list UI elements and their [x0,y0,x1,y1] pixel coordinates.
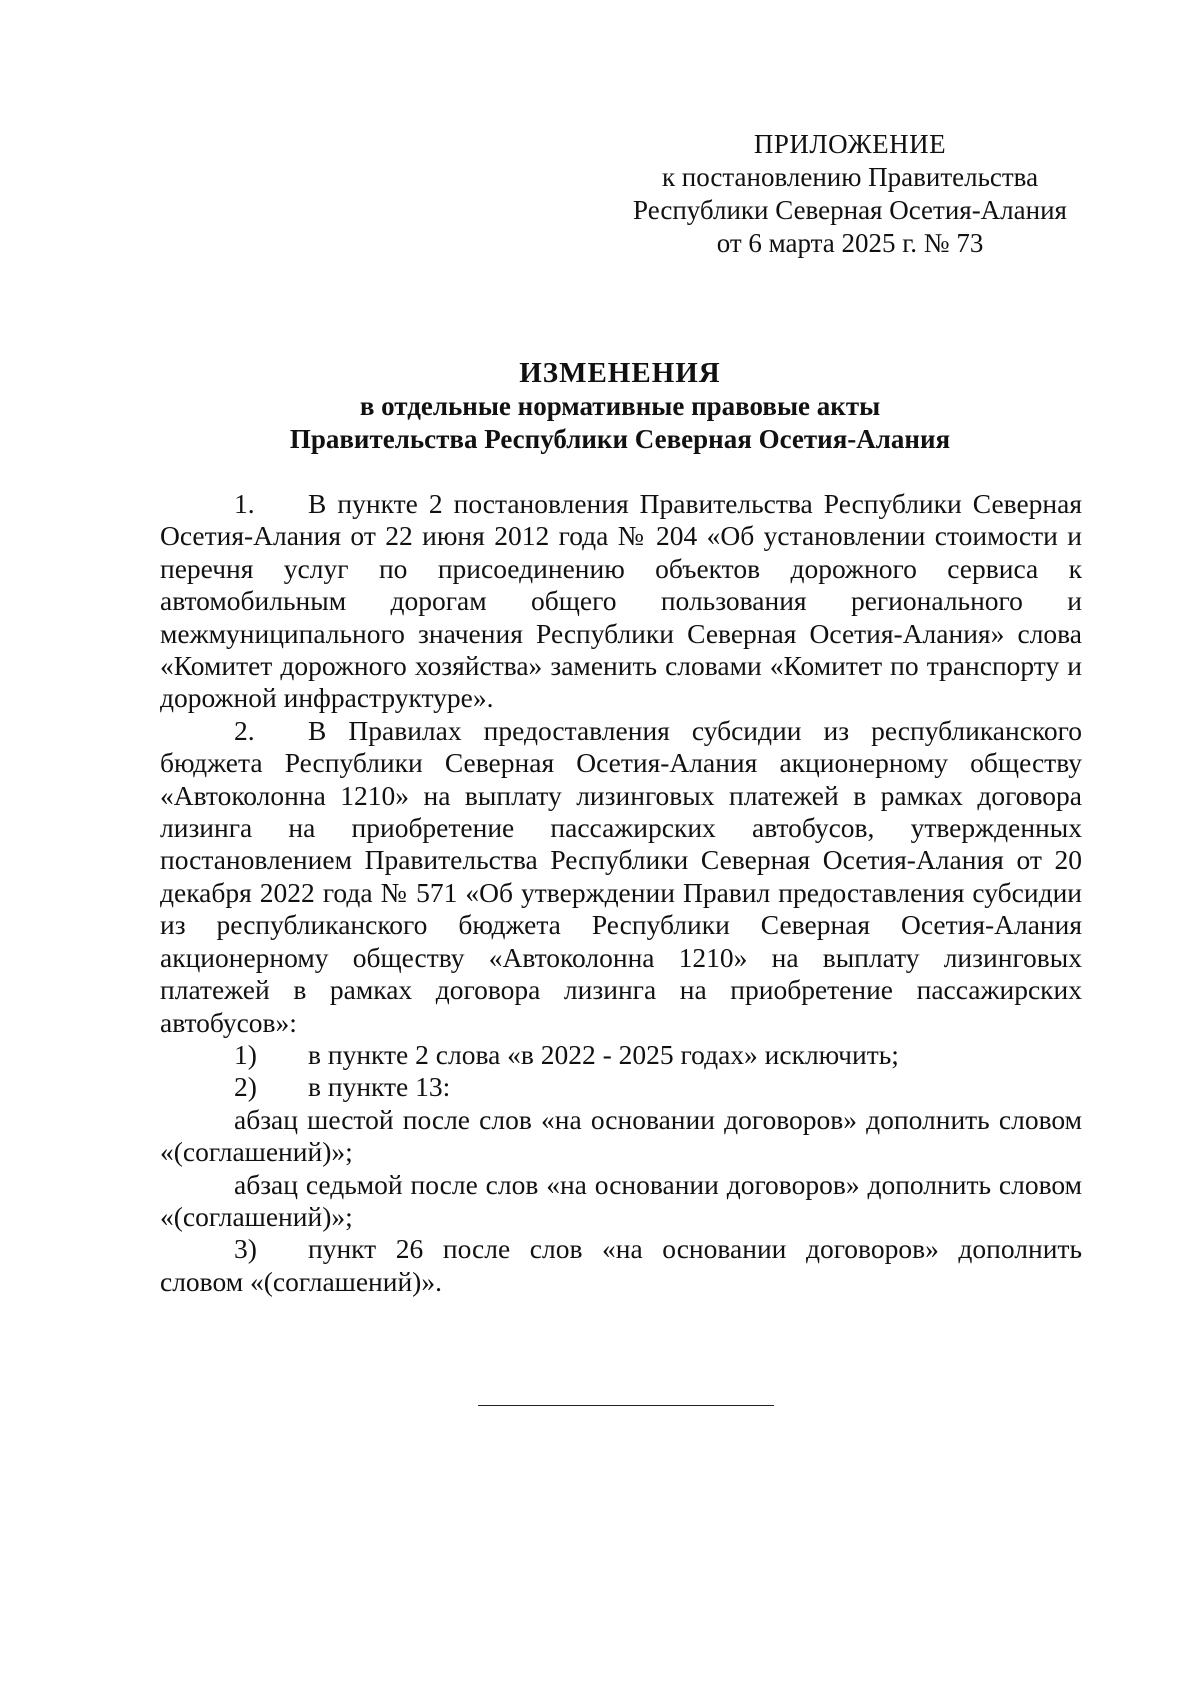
appendix-heading: ПРИЛОЖЕНИЕ [753,129,947,159]
document-title [160,356,1080,456]
title-subheading: в отдельные нормативные правовые акты [359,391,881,421]
document-body [160,488,1082,1298]
text-paragraph: абзац седьмой после слов «на основании договоров» дополнить словом «(соглашений)»; [160,1168,1082,1232]
numbered-paragraph [160,488,1082,715]
numbered-paragraph [160,715,1082,1039]
subitem-text: пункт 26 после слов «на основании договоров» дополнить словом «(соглашений)». [160,1233,1082,1297]
paragraph-number: 2. [234,714,255,746]
title-heading: ИЗМЕНЕНИЯ [519,357,721,389]
paragraph-text: В Правилах предоставления субсидии из республиканского бюджета Республики Северная Осетия-Алания акционерному обществу «Автоколонна 1210» на выплату лизинговых платежей в рамках договора лизинга на приобретение пассажирских автобусов, утвержденных постановлением Правительства Республики Северная Осетия-Алания от 20 декабря 2022 года № 571 «Об утверждении Правил предоставления субсидии из республиканского бюджета Республики Северная Осетия-Алания акционерному обществу «Автоколонна 1210» на выплату лизинговых платежей в рамках договора лизинга на приобретение пассажирских автобусов»: [160,714,1082,1038]
appendix-header [620,128,1080,260]
subitem-number: 1) [234,1038,257,1070]
title-subheading: Правительства Республики Северная Осетия-Алания [289,424,951,454]
appendix-line: к постановлению Правительства [661,162,1039,192]
paragraph-text: В пункте 2 постановления Правительства Республики Северная Осетия-Алания от 22 июня 2012 года № 204 «Об установлении стоимости и перечня услуг по присоединению объектов дорожного сервиса к автомобильным дорогам общего пользования регионального и межмуниципального значения Республики Северная Осетия-Алания» слова «Комитет дорожного хозяйства» заменить словами «Комитет по транспорту и дорожной инфраструктуре». [160,488,1082,714]
subitem-number: 2) [234,1071,257,1103]
subitem-text: в пункте 2 слова «в 2022 - 2025 годах» исключить; [308,1038,899,1070]
subitem-number: 3) [234,1233,257,1265]
subitem-paragraph [160,1071,1082,1103]
end-divider-line [478,1405,774,1406]
text-paragraph: абзац шестой после слов «на основании договоров» дополнить словом «(соглашений)»; [160,1103,1082,1168]
paragraph-number: 1. [234,488,255,519]
appendix-line: Республики Северная Осетия-Алания [633,195,1067,225]
subitem-paragraph [160,1039,1082,1071]
subitem-paragraph [160,1233,1082,1298]
subitem-text: в пункте 13: [308,1071,451,1103]
appendix-date-number: от 6 марта 2025 г. № 73 [716,228,984,258]
